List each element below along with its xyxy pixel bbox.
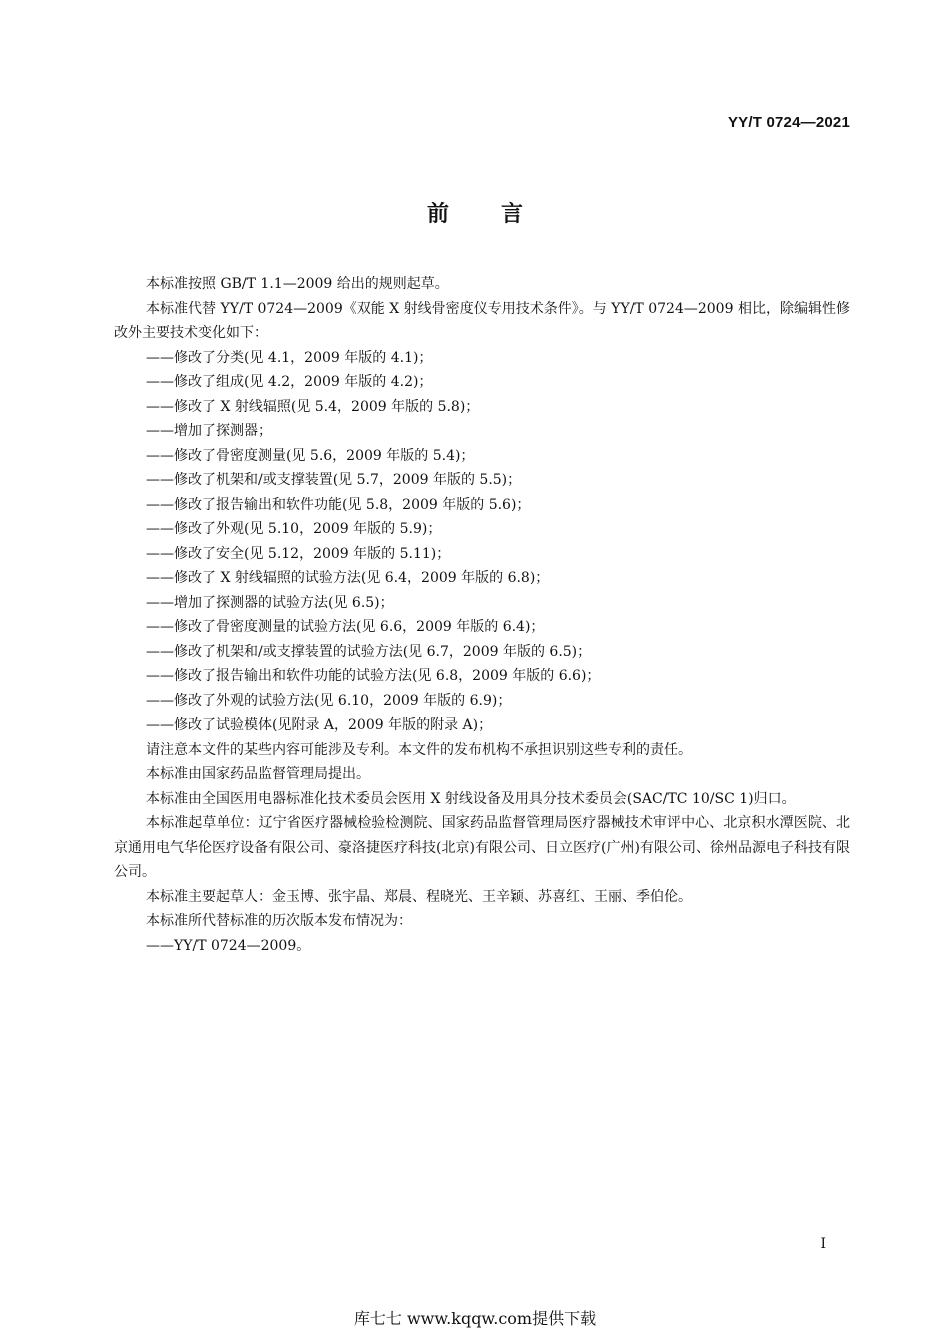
change-item: ——修改了外观(见 5.10，2009 年版的 5.9)； [146,521,442,537]
change-item: ——修改了安全(见 5.12，2009 年版的 5.11)； [146,545,451,562]
committee-statement: 本标准由全国医用电器标准化技术委员会医用 X 射线设备及用具分技术委员会(SAC/TC 10/SC 1)归口。 [146,790,796,807]
change-item: ——增加了探测器； [146,423,272,439]
download-footer: 库七七 www.kqqw.com提供下载 [353,1309,597,1328]
change-item: ——修改了骨密度测量(见 5.6，2009 年版的 5.4)； [146,447,475,464]
change-item: ——修改了组成(见 4.2，2009 年版的 4.2)； [146,374,433,390]
change-item: ——修改了外观的试验方法(见 6.10，2009 年版的 6.9)； [146,692,512,709]
drafters: 本标准主要起草人：金玉博、张宇晶、郑晨、程晓光、王辛颖、苏喜红、王丽、季伯伦。 [146,888,692,905]
change-item: ——修改了机架和/或支撑装置的试验方法(见 6.7，2009 年版的 6.5)； [146,643,592,660]
change-item: ——修改了 X 射线辐照的试验方法(见 6.4，2009 年版的 6.8)； [146,570,550,586]
change-item: ——修改了报告输出和软件功能的试验方法(见 6.8，2009 年版的 6.6)； [146,668,601,684]
change-item: ——修改了报告输出和软件功能(见 5.8，2009 年版的 5.6)； [146,496,531,513]
change-item: ——增加了探测器的试验方法(见 6.5)； [146,594,394,611]
standard-number: YY/T 0724—2021 [727,114,850,131]
proposer-statement: 本标准由国家药品监督管理局提出。 [146,766,370,782]
change-item: ——修改了试验模体(见附录 A，2009 年版的附录 A)； [146,717,493,733]
history-intro: 本标准所代替标准的历次版本发布情况为： [146,913,412,929]
intro-paragraph-1: 本标准按照 GB/T 1.1—2009 给出的规则起草。 [146,276,449,292]
change-item: ——修改了 X 射线辐照(见 5.4，2009 年版的 5.8)； [146,398,480,415]
history-list [114,934,850,959]
history-item: ——YY/T 0724—2009。 [146,937,311,954]
change-item: ——修改了机架和/或支撑装置(见 5.7，2009 年版的 5.5)； [146,472,522,488]
changes-list [114,346,850,738]
page-title: 前言 [426,202,575,227]
document-body [114,272,850,958]
change-item: ——修改了分类(见 4.1，2009 年版的 4.1)； [146,349,433,366]
patent-notice: 请注意本文件的某些内容可能涉及专利。本文件的发布机构不承担识别这些专利的责任。 [146,741,692,758]
change-item: ——修改了骨密度测量的试验方法(见 6.6，2009 年版的 6.4)； [146,619,545,635]
drafting-units: 本标准起草单位：辽宁省医疗器械检验检测院、国家药品监督管理局医疗器械技术审评中心、北京积水潭医院、北京通用电气华伦医疗设备有限公司、豪洛捷医疗科技(北京)有限公司、日立医疗(广州)有限公司、徐州品源电子科技有限公司。 [114,815,850,880]
intro-paragraph-2: 本标准代替 YY/T 0724—2009《双能 X 射线骨密度仪专用技术条件》。与 YY/T 0724—2009 相比，除编辑性修改外主要技术变化如下： [114,300,850,341]
page-number: I [820,1236,826,1252]
